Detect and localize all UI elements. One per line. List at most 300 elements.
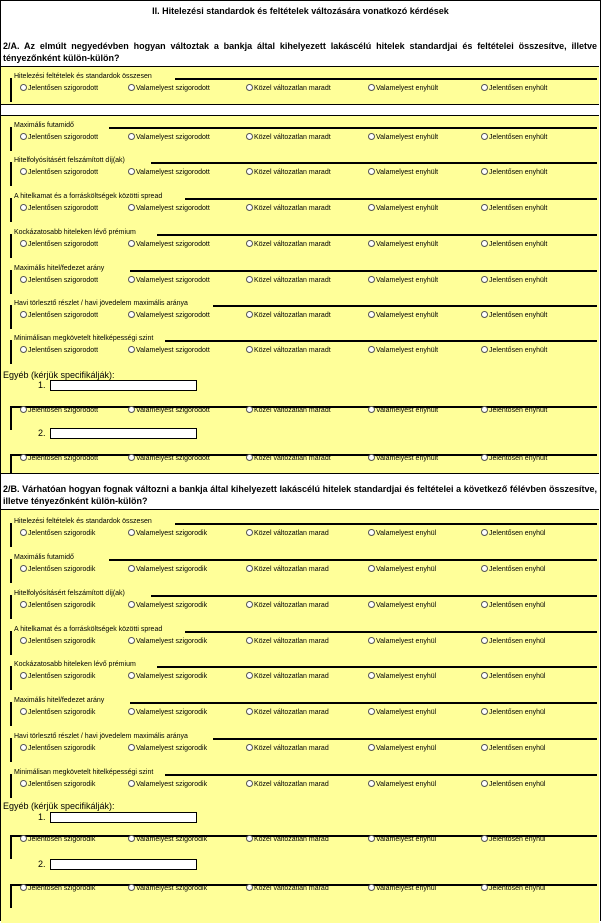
option-3[interactable] — [246, 708, 329, 718]
option-5[interactable] — [481, 204, 547, 214]
radio-button[interactable] — [128, 346, 135, 353]
option-5[interactable] — [481, 133, 547, 143]
option-label: Jelentősen szigorodott — [28, 134, 99, 141]
option-2[interactable] — [128, 276, 210, 286]
radio-button[interactable] — [368, 84, 375, 91]
option-4[interactable] — [368, 84, 438, 94]
factor-group-4 — [10, 625, 597, 655]
option-label: Valamelyest enyhül — [376, 885, 437, 892]
option-5[interactable] — [481, 276, 547, 286]
radio-button[interactable] — [128, 565, 135, 572]
option-3[interactable] — [246, 835, 329, 845]
radio-button[interactable] — [246, 780, 253, 787]
option-4[interactable] — [368, 204, 438, 214]
other-number: 1. — [38, 380, 46, 390]
group-border — [10, 884, 12, 908]
option-label: Valamelyest enyhült — [376, 455, 439, 462]
radio-button[interactable] — [20, 311, 27, 318]
radio-button[interactable] — [20, 780, 27, 787]
radio-button[interactable] — [128, 835, 135, 842]
option-1[interactable] — [20, 601, 95, 611]
option-2[interactable] — [128, 454, 210, 464]
radio-button[interactable] — [246, 276, 253, 283]
factor-label: Havi törlesztő részlet / havi jövedelem maximális aránya — [14, 732, 191, 741]
radio-button[interactable] — [368, 240, 375, 247]
radio-button[interactable] — [246, 168, 253, 175]
option-5[interactable] — [481, 311, 547, 321]
radio-button[interactable] — [481, 346, 488, 353]
option-1[interactable] — [20, 708, 95, 718]
option-1[interactable] — [20, 529, 95, 539]
option-4[interactable] — [368, 276, 438, 286]
radio-button[interactable] — [246, 672, 253, 679]
option-3[interactable] — [246, 240, 331, 250]
group-border — [10, 162, 12, 186]
option-label: Valamelyest szigorodik — [136, 885, 208, 892]
option-5[interactable] — [481, 454, 547, 464]
radio-button[interactable] — [128, 240, 135, 247]
option-2[interactable] — [128, 780, 207, 790]
option-1[interactable] — [20, 406, 98, 416]
radio-button[interactable] — [20, 406, 27, 413]
option-label: Valamelyest szigorodik — [136, 745, 208, 752]
radio-button[interactable] — [246, 454, 253, 461]
option-3[interactable] — [246, 406, 331, 416]
option-2[interactable] — [128, 133, 210, 143]
radio-button[interactable] — [368, 346, 375, 353]
radio-button[interactable] — [368, 204, 375, 211]
option-1[interactable] — [20, 780, 95, 790]
option-label: Jelentősen enyhül — [489, 745, 546, 752]
radio-button[interactable] — [481, 204, 488, 211]
option-5[interactable] — [481, 406, 547, 416]
option-5[interactable] — [481, 240, 547, 250]
radio-button[interactable] — [368, 311, 375, 318]
option-3[interactable] — [246, 311, 331, 321]
radio-button[interactable] — [246, 346, 253, 353]
radio-button[interactable] — [128, 454, 135, 461]
radio-button[interactable] — [368, 744, 375, 751]
option-4[interactable] — [368, 133, 438, 143]
option-2[interactable] — [128, 672, 207, 682]
radio-button[interactable] — [368, 529, 375, 536]
option-5[interactable] — [481, 346, 547, 356]
option-label: Jelentősen enyhült — [489, 277, 548, 284]
radio-button[interactable] — [368, 884, 375, 891]
option-2[interactable] — [128, 168, 210, 178]
radio-button[interactable] — [128, 311, 135, 318]
option-label: Közel változatlan marad — [254, 602, 329, 609]
group-border — [10, 305, 12, 329]
option-label: Valamelyest szigorodott — [136, 134, 210, 141]
radio-button[interactable] — [20, 84, 27, 91]
option-5[interactable] — [481, 565, 545, 575]
radio-button[interactable] — [368, 406, 375, 413]
option-label: Jelentősen szigorodik — [28, 836, 96, 843]
factor-group-2 — [10, 553, 597, 583]
radio-button[interactable] — [481, 637, 488, 644]
radio-button[interactable] — [368, 454, 375, 461]
option-3[interactable] — [246, 276, 331, 286]
option-5[interactable] — [481, 780, 545, 790]
option-1[interactable] — [20, 168, 98, 178]
option-3[interactable] — [246, 780, 329, 790]
option-3[interactable] — [246, 637, 329, 647]
group-border — [10, 198, 12, 222]
radio-button[interactable] — [481, 672, 488, 679]
option-label: Jelentősen enyhült — [489, 347, 548, 354]
option-2[interactable] — [128, 601, 207, 611]
radio-button[interactable] — [128, 168, 135, 175]
option-1[interactable] — [20, 454, 98, 464]
option-2[interactable] — [128, 311, 210, 321]
group-border — [10, 666, 12, 690]
other-group-2 — [10, 878, 597, 908]
radio-button[interactable] — [481, 744, 488, 751]
group-border — [10, 523, 12, 547]
option-4[interactable] — [368, 529, 436, 539]
radio-button[interactable] — [20, 884, 27, 891]
option-2[interactable] — [128, 204, 210, 214]
option-label: Valamelyest szigorodik — [136, 566, 208, 573]
option-label: Jelentősen enyhül — [489, 885, 546, 892]
option-label: Valamelyest szigorodik — [136, 602, 208, 609]
other-group-1 — [10, 400, 597, 430]
factor-label: Kockázatosabb hiteleken lévő prémium — [14, 660, 139, 669]
radio-button[interactable] — [481, 565, 488, 572]
option-2[interactable] — [128, 529, 207, 539]
option-label: Valamelyest szigorodott — [136, 85, 210, 92]
option-3[interactable] — [246, 133, 331, 143]
question-sectionB: 2/B. Várhatóan hogyan fognak változni a bankja által kihelyezett lakáscélú hitelek standardjai és feltételei a következő félévben összesítve, illetve tényezőnként külön-külön? — [3, 484, 597, 506]
option-5[interactable] — [481, 601, 545, 611]
option-label: Valamelyest szigorodott — [136, 347, 210, 354]
option-2[interactable] — [128, 744, 207, 754]
option-1[interactable] — [20, 133, 98, 143]
option-3[interactable] — [246, 454, 331, 464]
other-group-1 — [10, 829, 597, 859]
radio-button[interactable] — [20, 637, 27, 644]
option-1[interactable] — [20, 204, 98, 214]
radio-button[interactable] — [368, 168, 375, 175]
radio-button[interactable] — [368, 708, 375, 715]
option-1[interactable] — [20, 637, 95, 647]
option-4[interactable] — [368, 672, 436, 682]
group-border — [151, 595, 597, 597]
radio-button[interactable] — [368, 780, 375, 787]
radio-button[interactable] — [481, 168, 488, 175]
radio-button[interactable] — [20, 240, 27, 247]
option-label: Közel változatlan maradt — [254, 85, 331, 92]
option-label: Közel változatlan maradt — [254, 134, 331, 141]
factor-group-4 — [10, 192, 597, 222]
radio-button[interactable] — [368, 565, 375, 572]
option-5[interactable] — [481, 672, 545, 682]
radio-button[interactable] — [128, 406, 135, 413]
radio-button[interactable] — [481, 276, 488, 283]
option-3[interactable] — [246, 168, 331, 178]
option-1[interactable] — [20, 565, 95, 575]
group-border — [10, 702, 12, 726]
radio-button[interactable] — [246, 601, 253, 608]
radio-button[interactable] — [481, 240, 488, 247]
option-4[interactable] — [368, 454, 438, 464]
option-4[interactable] — [368, 835, 436, 845]
group-border — [10, 631, 12, 655]
option-1[interactable] — [20, 276, 98, 286]
option-1[interactable] — [20, 884, 95, 894]
option-label: Valamelyest szigorodott — [136, 169, 210, 176]
radio-button[interactable] — [368, 835, 375, 842]
radio-button[interactable] — [246, 708, 253, 715]
radio-button[interactable] — [481, 601, 488, 608]
radio-button[interactable] — [246, 84, 253, 91]
radio-button[interactable] — [481, 133, 488, 140]
radio-button[interactable] — [128, 744, 135, 751]
radio-button[interactable] — [481, 406, 488, 413]
group-border — [10, 559, 12, 583]
option-label: Valamelyest enyhül — [376, 602, 437, 609]
radio-button[interactable] — [128, 672, 135, 679]
option-label: Jelentősen enyhül — [489, 709, 546, 716]
option-label: Közel változatlan maradt — [254, 455, 331, 462]
factor-label: Minimálisan megkövetelt hitelképességi szint — [14, 768, 156, 777]
factor-group-5 — [10, 228, 597, 258]
radio-button[interactable] — [481, 311, 488, 318]
option-3[interactable] — [246, 346, 331, 356]
option-3[interactable] — [246, 529, 329, 539]
radio-button[interactable] — [246, 311, 253, 318]
radio-button[interactable] — [368, 601, 375, 608]
option-label: Valamelyest szigorodott — [136, 312, 210, 319]
option-2[interactable] — [128, 637, 207, 647]
group-border — [175, 523, 597, 525]
radio-button[interactable] — [246, 204, 253, 211]
option-label: Valamelyest enyhül — [376, 836, 437, 843]
option-5[interactable] — [481, 708, 545, 718]
option-2[interactable] — [128, 406, 210, 416]
radio-button[interactable] — [128, 637, 135, 644]
option-label: Jelentősen szigorodott — [28, 169, 99, 176]
factor-group-6 — [10, 696, 597, 726]
option-5[interactable] — [481, 529, 545, 539]
radio-button[interactable] — [20, 835, 27, 842]
option-4[interactable] — [368, 601, 436, 611]
radio-button[interactable] — [246, 406, 253, 413]
option-label: Valamelyest szigorodik — [136, 673, 208, 680]
radio-button[interactable] — [481, 708, 488, 715]
other-text-input[interactable] — [50, 428, 197, 439]
option-label: Jelentősen enyhült — [489, 134, 548, 141]
option-label: Valamelyest enyhült — [376, 407, 439, 414]
option-2[interactable] — [128, 346, 210, 356]
option-4[interactable] — [368, 240, 438, 250]
option-1[interactable] — [20, 835, 95, 845]
radio-button[interactable] — [20, 744, 27, 751]
option-1[interactable] — [20, 240, 98, 250]
option-4[interactable] — [368, 637, 436, 647]
option-label: Valamelyest szigorodik — [136, 530, 208, 537]
group-border — [10, 595, 12, 619]
radio-button[interactable] — [481, 884, 488, 891]
radio-button[interactable] — [246, 884, 253, 891]
option-label: Valamelyest szigorodott — [136, 455, 210, 462]
option-label: Jelentősen szigorodott — [28, 455, 99, 462]
option-2[interactable] — [128, 565, 207, 575]
option-3[interactable] — [246, 884, 329, 894]
factor-group-8 — [10, 334, 597, 364]
group-border — [10, 270, 12, 294]
option-3[interactable] — [246, 565, 329, 575]
radio-button[interactable] — [481, 84, 488, 91]
option-label: Jelentősen szigorodik — [28, 638, 96, 645]
option-4[interactable] — [368, 565, 436, 575]
option-5[interactable] — [481, 637, 545, 647]
option-3[interactable] — [246, 601, 329, 611]
option-label: Jelentősen enyhül — [489, 566, 546, 573]
option-4[interactable] — [368, 708, 436, 718]
radio-button[interactable] — [368, 672, 375, 679]
factor-label: Minimálisan megkövetelt hitelképességi szint — [14, 334, 156, 343]
option-4[interactable] — [368, 780, 436, 790]
radio-button[interactable] — [246, 744, 253, 751]
option-3[interactable] — [246, 744, 329, 754]
radio-button[interactable] — [20, 529, 27, 536]
group-border — [130, 270, 597, 272]
radio-button[interactable] — [246, 637, 253, 644]
factor-group-3 — [10, 589, 597, 619]
group-border — [10, 234, 12, 258]
other-label: Egyéb (kérjük specifikálják): — [3, 801, 115, 811]
radio-button[interactable] — [481, 835, 488, 842]
other-text-input[interactable] — [50, 859, 197, 870]
option-label: Közel változatlan marad — [254, 638, 329, 645]
option-label: Jelentősen enyhül — [489, 638, 546, 645]
radio-button[interactable] — [368, 276, 375, 283]
radio-button[interactable] — [246, 240, 253, 247]
option-5[interactable] — [481, 744, 545, 754]
radio-button[interactable] — [128, 884, 135, 891]
option-4[interactable] — [368, 406, 438, 416]
option-label: Valamelyest enyhült — [376, 277, 439, 284]
option-1[interactable] — [20, 311, 98, 321]
group-border — [10, 78, 12, 102]
group-border — [10, 738, 12, 762]
radio-button[interactable] — [481, 454, 488, 461]
option-5[interactable] — [481, 168, 547, 178]
option-label: Jelentősen szigorodott — [28, 85, 99, 92]
radio-button[interactable] — [481, 780, 488, 787]
factor-label: Maximális futamidő — [14, 553, 77, 562]
radio-button[interactable] — [128, 276, 135, 283]
radio-button[interactable] — [128, 84, 135, 91]
radio-button[interactable] — [128, 133, 135, 140]
radio-button[interactable] — [128, 780, 135, 787]
group-border — [151, 162, 597, 164]
option-label: Jelentősen enyhül — [489, 530, 546, 537]
radio-button[interactable] — [246, 835, 253, 842]
radio-button[interactable] — [20, 565, 27, 572]
option-label: Közel változatlan marad — [254, 530, 329, 537]
radio-button[interactable] — [246, 565, 253, 572]
radio-button[interactable] — [20, 133, 27, 140]
option-label: Valamelyest szigorodik — [136, 836, 208, 843]
radio-button[interactable] — [20, 672, 27, 679]
option-1[interactable] — [20, 84, 98, 94]
option-3[interactable] — [246, 672, 329, 682]
option-label: Valamelyest enyhül — [376, 709, 437, 716]
option-4[interactable] — [368, 744, 436, 754]
group-border — [165, 340, 597, 342]
option-label: Jelentősen enyhült — [489, 455, 548, 462]
radio-button[interactable] — [246, 529, 253, 536]
option-4[interactable] — [368, 168, 438, 178]
option-2[interactable] — [128, 835, 207, 845]
other-number: 2. — [38, 428, 46, 438]
radio-button[interactable] — [20, 601, 27, 608]
option-label: Jelentősen enyhült — [489, 85, 548, 92]
factor-label: A hitelkamat és a forrásköltségek közötti spread — [14, 625, 165, 634]
radio-button[interactable] — [20, 168, 27, 175]
option-5[interactable] — [481, 84, 547, 94]
option-3[interactable] — [246, 204, 331, 214]
option-label: Közel változatlan maradt — [254, 407, 331, 414]
radio-button[interactable] — [128, 601, 135, 608]
option-1[interactable] — [20, 744, 95, 754]
radio-button[interactable] — [20, 346, 27, 353]
option-label: Valamelyest szigorodik — [136, 709, 208, 716]
radio-button[interactable] — [20, 708, 27, 715]
option-1[interactable] — [20, 346, 98, 356]
radio-button[interactable] — [246, 133, 253, 140]
radio-button[interactable] — [128, 204, 135, 211]
factor-group-6 — [10, 264, 597, 294]
option-2[interactable] — [128, 884, 207, 894]
option-2[interactable] — [128, 240, 210, 250]
option-label: Közel változatlan marad — [254, 885, 329, 892]
other-text-input[interactable] — [50, 812, 197, 823]
group-border — [175, 78, 597, 80]
radio-button[interactable] — [368, 133, 375, 140]
option-3[interactable] — [246, 84, 331, 94]
option-label: Jelentősen szigorodott — [28, 312, 99, 319]
radio-button[interactable] — [368, 637, 375, 644]
option-4[interactable] — [368, 884, 436, 894]
option-label: Közel változatlan marad — [254, 745, 329, 752]
option-5[interactable] — [481, 835, 545, 845]
option-4[interactable] — [368, 346, 438, 356]
option-label: Jelentősen szigorodott — [28, 205, 99, 212]
radio-button[interactable] — [20, 276, 27, 283]
radio-button[interactable] — [481, 529, 488, 536]
option-1[interactable] — [20, 672, 95, 682]
factor-label: Maximális futamidő — [14, 121, 77, 130]
factor-group-7 — [10, 299, 597, 329]
option-2[interactable] — [128, 708, 207, 718]
other-text-input[interactable] — [50, 380, 197, 391]
option-4[interactable] — [368, 311, 438, 321]
option-2[interactable] — [128, 84, 210, 94]
radio-button[interactable] — [128, 708, 135, 715]
option-label: Valamelyest enyhült — [376, 169, 439, 176]
group-border — [157, 666, 597, 668]
radio-button[interactable] — [20, 454, 27, 461]
factor-group-1 — [10, 72, 597, 102]
option-label: Jelentősen szigorodik — [28, 530, 96, 537]
radio-button[interactable] — [20, 204, 27, 211]
radio-button[interactable] — [128, 529, 135, 536]
option-5[interactable] — [481, 884, 545, 894]
